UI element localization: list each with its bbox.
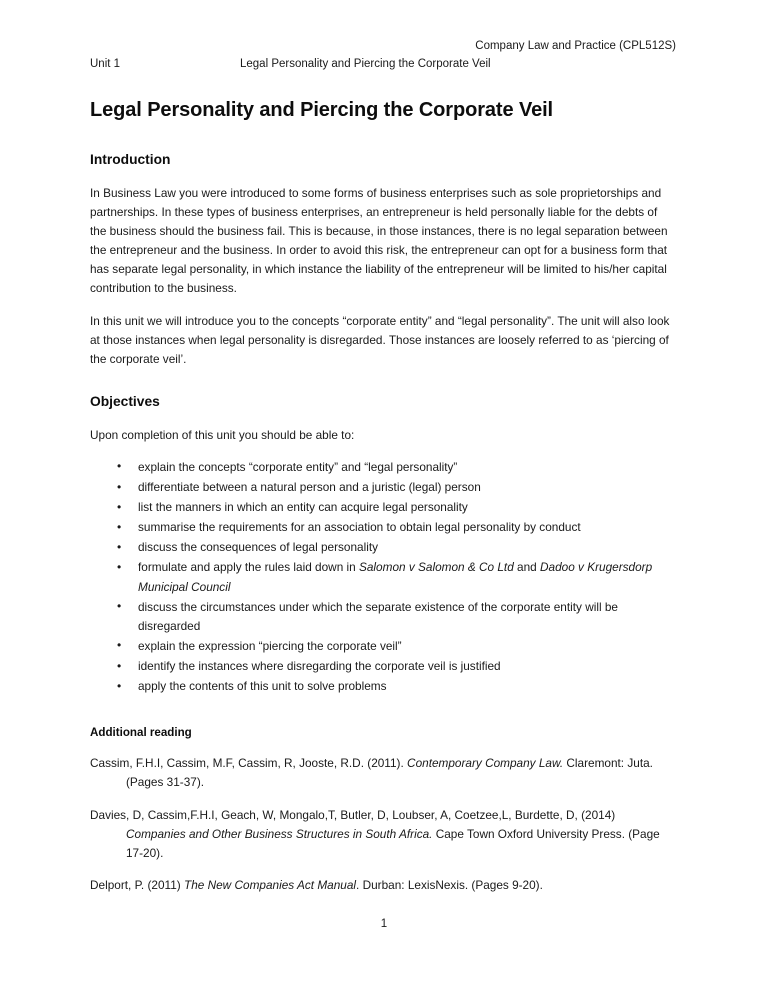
objectives-list-item (90, 498, 676, 517)
page-footer (0, 918, 768, 930)
objectives-list (90, 458, 676, 696)
objective-text: and (513, 560, 541, 575)
section-additional-reading (90, 725, 676, 895)
objectives-list-item (90, 518, 676, 537)
objective-text: list the manners in which an entity can acquire legal personality (138, 500, 468, 515)
section-introduction (90, 151, 676, 369)
reference-entry (90, 806, 676, 863)
objectives-list-item (90, 657, 676, 676)
spacer-after-objectives (90, 697, 676, 725)
introduction-paragraph-2: In this unit we will introduce you to the concepts “corporate entity” and “legal personality”. The unit will also look at those instances when legal personality is disregarded. Those instances are loosely referred to as ‘piercing of the corporate veil’. (90, 313, 670, 366)
reference-authors: Davies, D, Cassim,F.H.I, Geach, W, Mongalo,T, Butler, D, Loubser, A, Coetzee,L, Burdette, D, (2014) (90, 807, 616, 822)
case-name-italic: Salomon v Salomon & Co Ltd (359, 560, 514, 575)
page-title: Legal Personality and Piercing the Corporate Veil (90, 99, 554, 121)
introduction-paragraph-1: In Business Law you were introduced to some forms of business enterprises such as sole proprietorships and partnerships. In these types of business enterprises, an entrepreneur is held personally liable for the debts of the business should the business fail. This is because, in those instances, there is no legal separation between the entrepreneur and the business. In order to avoid this risk, the entrepreneur can opt for a business form that has separate legal personality, in which instance the liability of the entrepreneur will be limited to his/her capital contribution to the business. (90, 185, 668, 296)
objectives-list-item (90, 458, 676, 477)
document-header (90, 38, 676, 74)
section-objectives (90, 393, 676, 696)
reference-title-italic: Contemporary Company Law. (407, 756, 564, 771)
case-name-italic: Dadoo v Krugersdorp Municipal Council (138, 560, 653, 594)
objectives-list-item (90, 677, 676, 696)
header-unit-title: Legal Personality and Piercing the Corporate Veil (240, 57, 491, 70)
objective-text: identify the instances where disregarding the corporate veil is justified (138, 659, 501, 674)
objectives-list-item (90, 478, 676, 497)
objectives-list-item (90, 598, 676, 636)
reference-entry (90, 754, 676, 792)
objective-text: discuss the circumstances under which the separate existence of the corporate entity will be disregarded (138, 599, 618, 633)
objectives-heading: Objectives (90, 393, 160, 409)
objective-text: explain the expression “piercing the corporate veil” (138, 638, 402, 653)
objective-text: summarise the requirements for an association to obtain legal personality by conduct (138, 520, 581, 535)
reference-entry (90, 876, 676, 895)
objectives-intro-text: Upon completion of this unit you should be able to: (90, 427, 355, 442)
objective-text: differentiate between a natural person and a juristic (legal) person (138, 480, 481, 495)
reference-title-italic: The New Companies Act Manual (184, 877, 357, 892)
reference-title-italic: Companies and Other Business Structures in South Africa. (126, 826, 433, 841)
header-course-code: Company Law and Practice (CPL512S) (475, 40, 676, 52)
reference-authors: Delport, P. (2011) (90, 877, 184, 892)
objective-text: apply the contents of this unit to solve problems (138, 679, 387, 694)
document-body (90, 98, 676, 895)
introduction-heading: Introduction (90, 152, 171, 167)
header-unit-line (90, 56, 676, 74)
reference-list (90, 754, 676, 895)
objective-text: formulate and apply the rules laid down in (138, 560, 359, 575)
objective-text: explain the concepts “corporate entity” and “legal personality” (138, 459, 458, 474)
reference-publication-info: Claremont: Juta. (Pages 31-37). (126, 756, 653, 790)
reference-authors: Cassim, F.H.I, Cassim, M.F, Cassim, R, Jooste, R.D. (2011). (90, 756, 408, 771)
spacer-before-objectives (90, 369, 676, 393)
reference-publication-info: . Durban: LexisNexis. (Pages 9-20). (356, 877, 543, 892)
page-number: 1 (380, 918, 388, 930)
objective-text: discuss the consequences of legal personality (138, 540, 379, 555)
additional-reading-heading: Additional reading (90, 726, 192, 740)
objectives-list-item (90, 538, 676, 557)
objectives-list-item (90, 637, 676, 656)
reference-publication-info: Cape Town Oxford University Press. (Page 17-20). (126, 826, 660, 860)
objectives-list-item (90, 558, 676, 596)
header-unit-number: Unit 1 (90, 57, 121, 70)
